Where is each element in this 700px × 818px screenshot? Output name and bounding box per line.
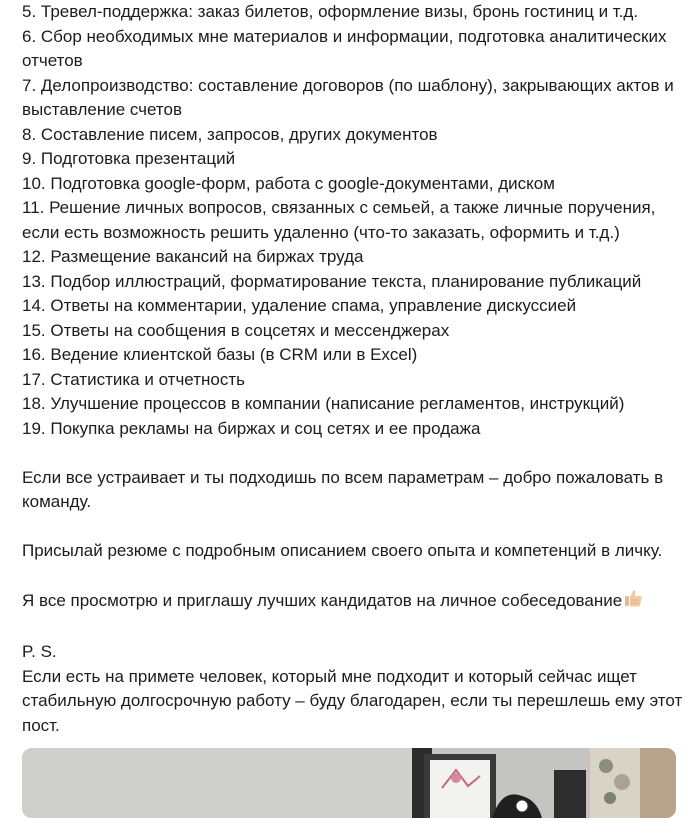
list-item: 8. Составление писем, запросов, других документов — [22, 124, 438, 144]
list-item: 12. Размещение вакансий на биржах труда — [22, 247, 364, 266]
paragraph-gap — [22, 616, 684, 641]
ps-paragraph: Если есть на примете человек, который мне подходит и который сейчас ищет стабильную долгосрочную работу – буду благодарен, если ты перешлешь ему этот пост. — [22, 666, 683, 735]
list-item: 6. Сбор необходимых мне материалов и информации, подготовка аналитических отчетов — [22, 26, 667, 70]
list-item: 10. Подготовка google-форм, работа с google-документами, диском — [22, 173, 555, 193]
list-item: 13. Подбор иллюстраций, форматирование текста, планирование публикаций — [22, 271, 642, 291]
list-item: 15. Ответы на сообщения в соцсетях и мессенджерах — [22, 320, 450, 340]
list-item: 9. Подготовка презентаций — [22, 149, 236, 168]
paragraph-gap — [22, 441, 684, 466]
review-paragraph — [22, 588, 684, 616]
send-resume-paragraph: Присылай резюме с подробным описанием своего опыта и компетенций в личку. — [22, 541, 663, 560]
thumbs-up-icon — [623, 588, 643, 616]
list-item: 16. Ведение клиентской базы (в CRM или в Excel) — [22, 345, 418, 364]
attached-photo[interactable] — [22, 748, 676, 818]
list-item: 14. Ответы на комментарии, удаление спама, управление дискуссией — [22, 296, 577, 315]
list-item: 7. Делопроизводство: составление договоров (по шаблону), закрывающих актов и выставление счетов — [22, 75, 674, 119]
ps-label: P. S. — [22, 642, 57, 661]
post-text — [22, 0, 684, 738]
photo-image — [22, 748, 676, 818]
list-item: 11. Решение личных вопросов, связанных с семьей, а также личные поручения, если есть возможность решить удаленно (что-то заказать, оформить и т.д.) — [22, 198, 656, 242]
paragraph-gap — [22, 564, 684, 589]
list-item: 18. Улучшение процессов в компании (написание регламентов, инструкций) — [22, 394, 625, 413]
welcome-paragraph: Если все устраивает и ты подходишь по всем параметрам – добро пожаловать в команду. — [22, 467, 664, 511]
list-item: 5. Тревел-поддержка: заказ билетов, оформление визы, бронь гостиниц и т.д. — [22, 2, 639, 21]
paragraph-gap — [22, 515, 684, 540]
list-item: 17. Статистика и отчетность — [22, 369, 245, 389]
list-item: 19. Покупка рекламы на биржах и соц сетях и ее продажа — [22, 418, 481, 438]
review-text: Я все просмотрю и приглашу лучших кандидатов на личное собеседование — [22, 591, 623, 610]
